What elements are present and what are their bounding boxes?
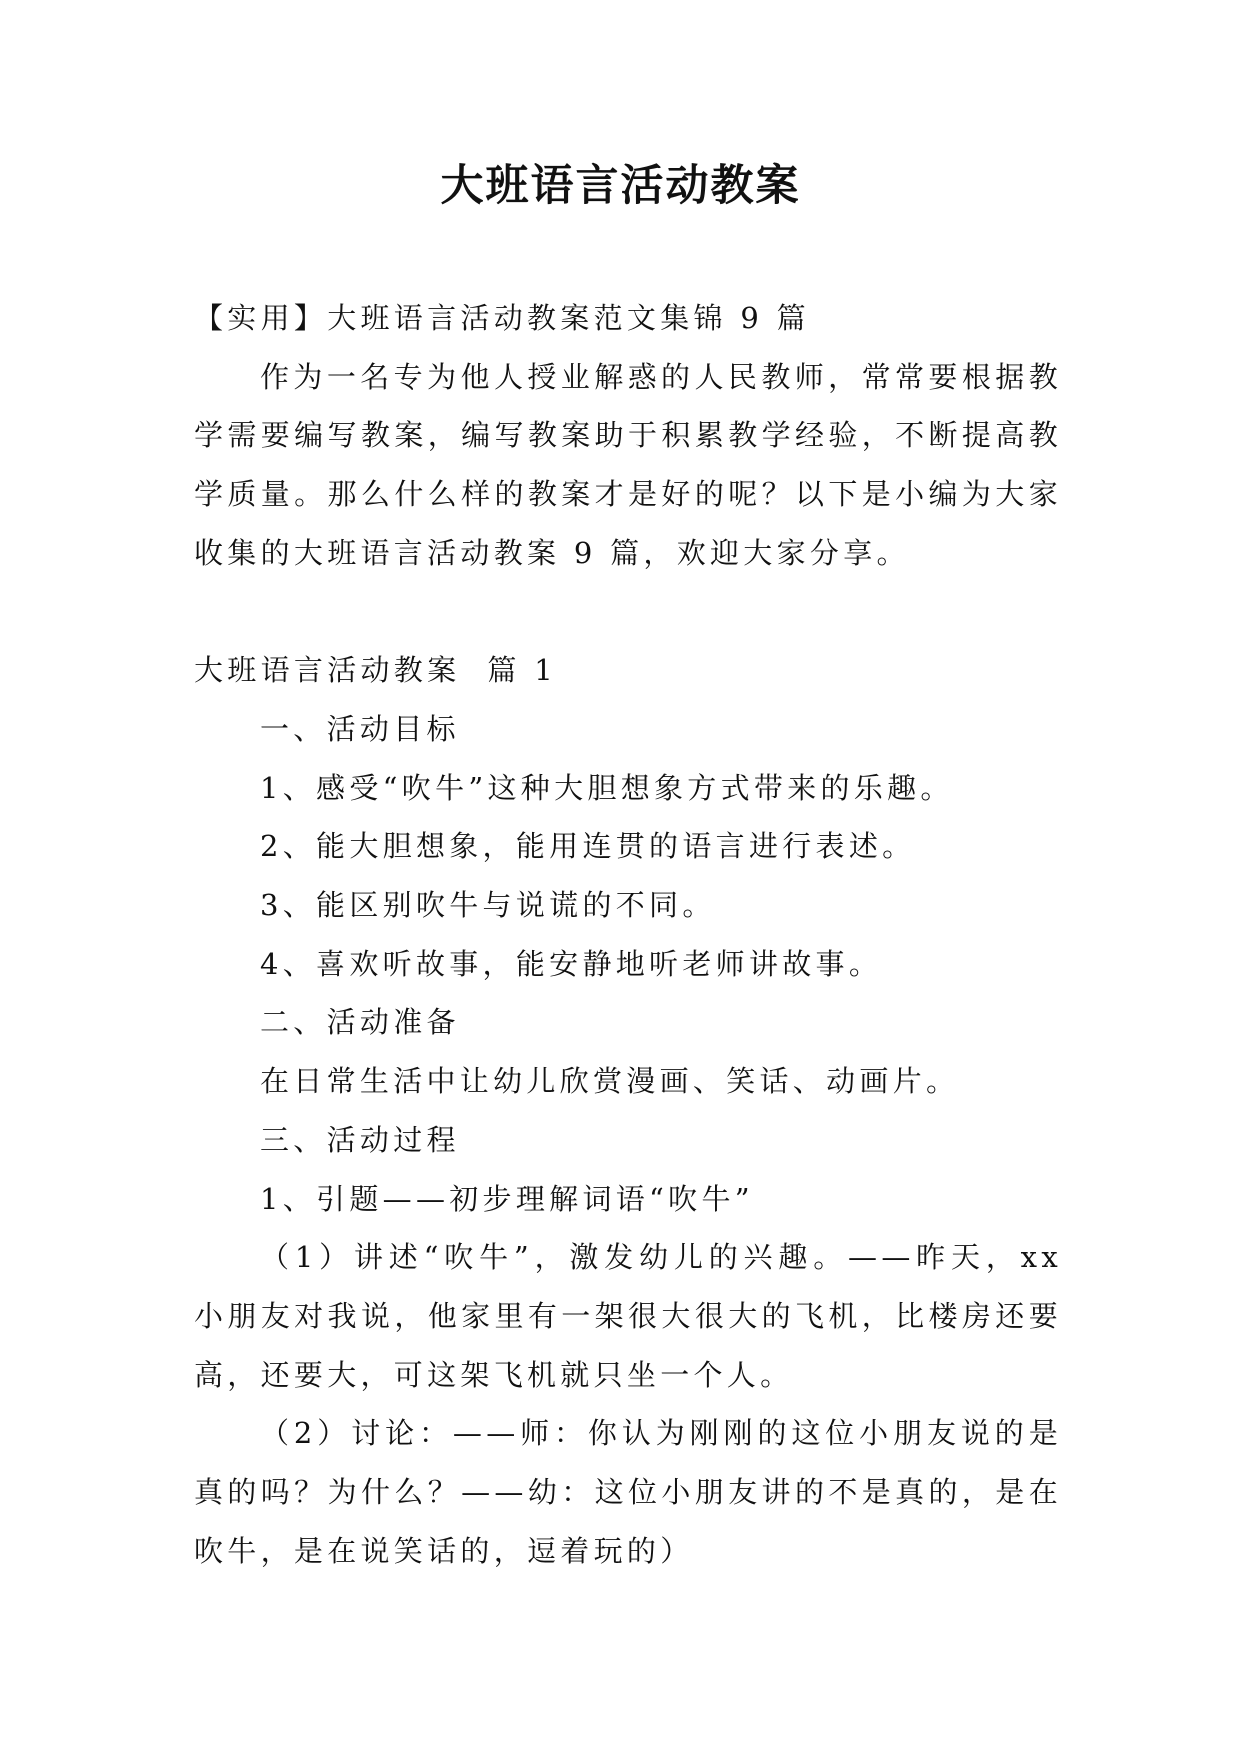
process-paragraph: （1）讲述“吹牛”，激发幼儿的兴趣。——昨天，xx 小朋友对我说，他家里有一架很大很大的飞机，比楼房还要高，还要大，可这架飞机就只坐一个人。: [194, 1240, 1062, 1392]
goal-item: 2、能大胆想象，能用连贯的语言进行表述。: [260, 829, 916, 864]
process-heading: 三、活动过程: [260, 1122, 460, 1157]
process-step: 1、引题——初步理解词语“吹牛”: [260, 1181, 754, 1216]
goals-heading: 一、活动目标: [260, 711, 460, 746]
prep-heading: 二、活动准备: [260, 1005, 460, 1040]
document-subtitle: 【实用】大班语言活动教案范文集锦 9 篇: [194, 301, 810, 335]
intro-paragraph: 作为一名专为他人授业解惑的人民教师，常常要根据教学需要编写教案，编写教案助于积累教学经验，不断提高教学质量。那么什么样的教案才是好的呢？以下是小编为大家收集的大班语言活动教案 9 篇，欢迎大家分享。: [194, 359, 1062, 570]
prep-text: 在日常生活中让幼儿欣赏漫画、笑话、动画片。: [260, 1064, 960, 1099]
section-heading: 大班语言活动教案 篇 1: [194, 653, 558, 688]
goal-item: 4、喜欢听故事，能安静地听老师讲故事。: [260, 946, 883, 981]
process-paragraph: （2）讨论：——师：你认为刚刚的这位小朋友说的是真的吗？为什么？——幼：这位小朋友讲的不是真的，是在吹牛，是在说笑话的，逗着玩的）: [194, 1416, 1062, 1568]
document-body: [194, 289, 1062, 1580]
goal-item: 3、能区别吹牛与说谎的不同。: [260, 888, 716, 923]
goal-item: 1、感受“吹牛”这种大胆想象方式带来的乐趣。: [260, 770, 954, 805]
page-title: 大班语言活动教案: [440, 161, 801, 211]
